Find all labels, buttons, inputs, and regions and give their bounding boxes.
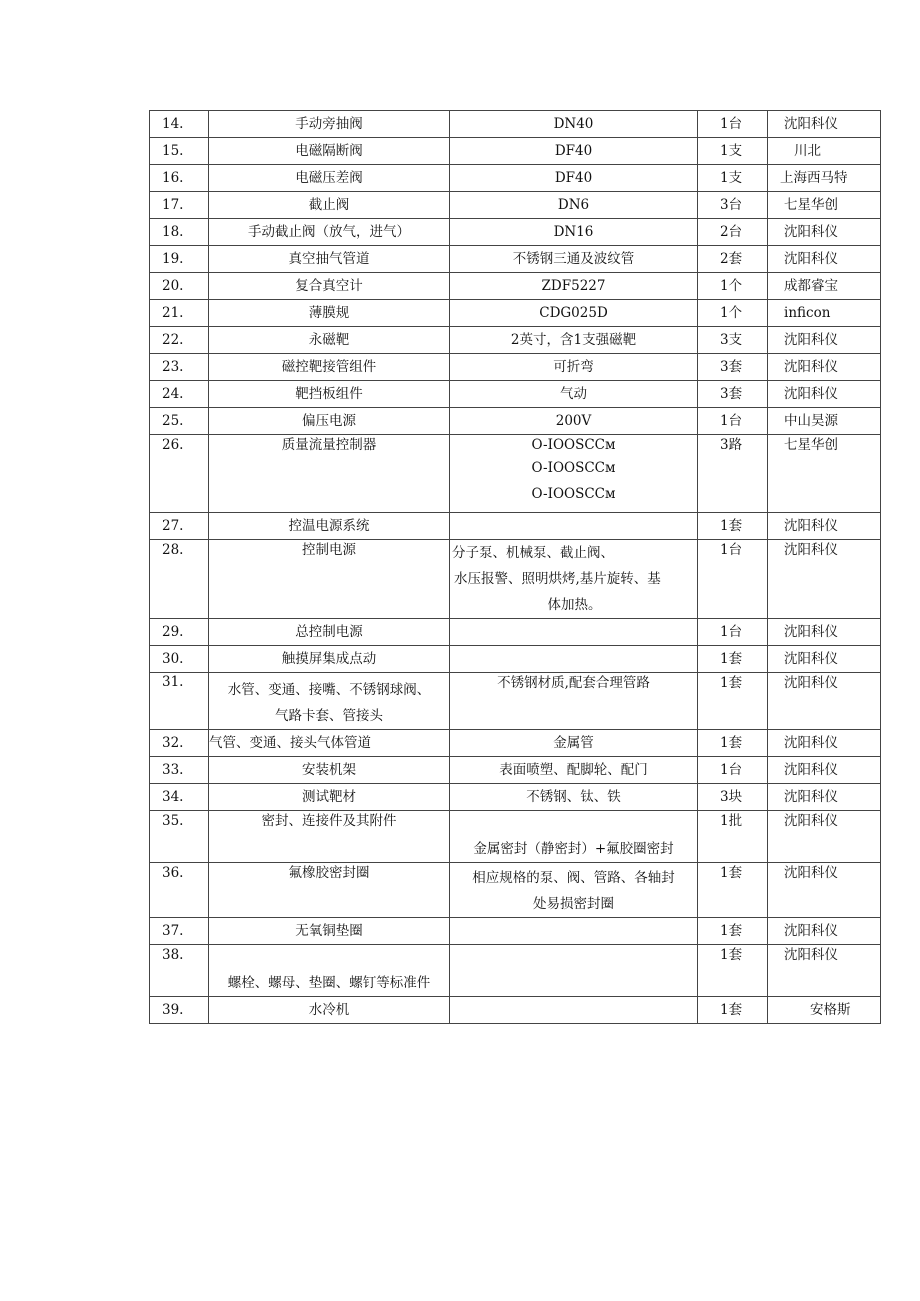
item-manufacturer: 沈阳科仪 <box>768 673 881 730</box>
name-line: 水管、变通、接嘴、不锈钢球阀、 <box>227 682 431 698</box>
item-name: 磁控靶接管组件 <box>209 354 450 381</box>
table-row <box>150 327 881 354</box>
item-name: 薄膜规 <box>209 300 450 327</box>
item-quantity: 3支 <box>698 327 768 354</box>
table-row <box>150 435 881 513</box>
table-row <box>150 945 881 997</box>
item-manufacturer: 川北 <box>768 138 881 165</box>
table-row <box>150 997 881 1024</box>
item-quantity: 1台 <box>698 540 768 619</box>
item-spec <box>450 863 698 918</box>
table-row <box>150 300 881 327</box>
item-name: 靶挡板组件 <box>209 381 450 408</box>
item-name: 密封、连接件及其附件 <box>209 811 450 863</box>
item-quantity: 1套 <box>698 918 768 945</box>
item-name: 气管、变通、接头气体管道 <box>209 730 450 757</box>
item-quantity: 1台 <box>698 619 768 646</box>
item-quantity: 1套 <box>698 863 768 918</box>
item-spec <box>450 918 698 945</box>
table-row <box>150 273 881 300</box>
item-spec: 可折弯 <box>450 354 698 381</box>
item-name: 截止阀 <box>209 192 450 219</box>
item-name: 质量流量控制器 <box>209 435 450 513</box>
item-quantity: 1支 <box>698 165 768 192</box>
table-row <box>150 918 881 945</box>
row-number: 34. <box>150 784 209 811</box>
item-manufacturer: 上海西马特 <box>768 165 881 192</box>
item-name: 复合真空计 <box>209 273 450 300</box>
row-number: 23. <box>150 354 209 381</box>
item-manufacturer: 沈阳科仪 <box>768 646 881 673</box>
row-number: 38. <box>150 945 209 997</box>
item-manufacturer: 沈阳科仪 <box>768 784 881 811</box>
item-manufacturer: 沈阳科仪 <box>768 513 881 540</box>
item-manufacturer: 沈阳科仪 <box>768 246 881 273</box>
row-number: 30. <box>150 646 209 673</box>
item-name: 安装机架 <box>209 757 450 784</box>
item-spec: DF40 <box>450 165 698 192</box>
item-quantity: 1台 <box>698 757 768 784</box>
item-spec <box>450 540 698 619</box>
row-number: 22. <box>150 327 209 354</box>
item-name: 触摸屏集成点动 <box>209 646 450 673</box>
spec-line: O-IOOSCCм <box>531 460 616 476</box>
item-quantity: 1台 <box>698 408 768 435</box>
item-quantity: 2台 <box>698 219 768 246</box>
table-row <box>150 165 881 192</box>
item-quantity: 1套 <box>698 997 768 1024</box>
item-name: 水冷机 <box>209 997 450 1024</box>
item-manufacturer: 沈阳科仪 <box>768 381 881 408</box>
row-number: 27. <box>150 513 209 540</box>
item-spec <box>450 945 698 997</box>
table-row <box>150 246 881 273</box>
table-row <box>150 381 881 408</box>
item-spec: 气动 <box>450 381 698 408</box>
table-row <box>150 111 881 138</box>
item-spec: 不锈钢材质,配套合理管路 <box>450 673 698 730</box>
table-row <box>150 513 881 540</box>
table-row <box>150 138 881 165</box>
table-row <box>150 408 881 435</box>
item-manufacturer: 沈阳科仪 <box>768 219 881 246</box>
item-quantity: 1个 <box>698 273 768 300</box>
equipment-table <box>149 110 881 1024</box>
row-number: 31. <box>150 673 209 730</box>
item-spec: DF40 <box>450 138 698 165</box>
table-row <box>150 673 881 730</box>
row-number: 24. <box>150 381 209 408</box>
item-manufacturer: 沈阳科仪 <box>768 945 881 997</box>
item-manufacturer: 沈阳科仪 <box>768 619 881 646</box>
item-name: 无氧铜垫圈 <box>209 918 450 945</box>
item-quantity: 3套 <box>698 354 768 381</box>
table-row <box>150 192 881 219</box>
item-name: 螺栓、螺母、垫圈、螺钉等标准件 <box>209 945 450 997</box>
item-spec <box>450 435 698 513</box>
item-quantity: 1支 <box>698 138 768 165</box>
table-row <box>150 757 881 784</box>
spec-line: 分子泵、机械泵、截止阀、 <box>452 545 614 561</box>
table-row <box>150 354 881 381</box>
item-spec: 金属管 <box>450 730 698 757</box>
item-manufacturer: 七星华创 <box>768 192 881 219</box>
row-number: 14. <box>150 111 209 138</box>
item-quantity: 1套 <box>698 646 768 673</box>
item-spec: ZDF5227 <box>450 273 698 300</box>
item-manufacturer: 中山昊源 <box>768 408 881 435</box>
item-name: 电磁压差阀 <box>209 165 450 192</box>
table-row <box>150 730 881 757</box>
item-quantity: 3台 <box>698 192 768 219</box>
item-quantity: 3块 <box>698 784 768 811</box>
row-number: 20. <box>150 273 209 300</box>
row-number: 21. <box>150 300 209 327</box>
item-manufacturer: 沈阳科仪 <box>768 757 881 784</box>
item-quantity: 1套 <box>698 730 768 757</box>
row-number: 28. <box>150 540 209 619</box>
item-manufacturer: 沈阳科仪 <box>768 327 881 354</box>
row-number: 26. <box>150 435 209 513</box>
item-spec: 不锈钢三通及波纹管 <box>450 246 698 273</box>
name-line: 气路卡套、管接头 <box>275 708 383 724</box>
item-quantity: 1套 <box>698 513 768 540</box>
item-quantity: 1台 <box>698 111 768 138</box>
item-spec <box>450 646 698 673</box>
item-manufacturer: 沈阳科仪 <box>768 811 881 863</box>
row-number: 35. <box>150 811 209 863</box>
table-row <box>150 811 881 863</box>
item-manufacturer: 成都睿宝 <box>768 273 881 300</box>
item-quantity: 3路 <box>698 435 768 513</box>
row-number: 32. <box>150 730 209 757</box>
row-number: 33. <box>150 757 209 784</box>
item-spec: DN40 <box>450 111 698 138</box>
item-name: 偏压电源 <box>209 408 450 435</box>
item-spec: 金属密封（静密封）+氟胶圈密封 <box>450 811 698 863</box>
row-number: 16. <box>150 165 209 192</box>
table-row <box>150 784 881 811</box>
item-spec: 2英寸，含1支强磁靶 <box>450 327 698 354</box>
item-quantity: 1个 <box>698 300 768 327</box>
item-manufacturer: inficon <box>768 300 881 327</box>
table-row <box>150 619 881 646</box>
table-row <box>150 540 881 619</box>
row-number: 18. <box>150 219 209 246</box>
item-name: 手动旁抽阀 <box>209 111 450 138</box>
item-manufacturer: 安格斯 <box>768 997 881 1024</box>
item-spec <box>450 513 698 540</box>
spec-line: 体加热。 <box>547 597 602 613</box>
item-name: 控制电源 <box>209 540 450 619</box>
item-manufacturer: 沈阳科仪 <box>768 111 881 138</box>
item-spec: 不锈钢、钛、铁 <box>450 784 698 811</box>
table-body <box>150 111 881 1024</box>
spec-line: O-IOOSCCм <box>531 437 616 453</box>
item-manufacturer: 沈阳科仪 <box>768 540 881 619</box>
item-spec <box>450 997 698 1024</box>
item-name: 真空抽气管道 <box>209 246 450 273</box>
item-name <box>209 673 450 730</box>
item-name: 控温电源系统 <box>209 513 450 540</box>
item-manufacturer: 沈阳科仪 <box>768 354 881 381</box>
row-number: 37. <box>150 918 209 945</box>
row-number: 39. <box>150 997 209 1024</box>
item-manufacturer: 沈阳科仪 <box>768 730 881 757</box>
item-name: 总控制电源 <box>209 619 450 646</box>
spec-line: 相应规格的泵、阀、管路、各轴封 <box>472 870 675 886</box>
item-spec <box>450 619 698 646</box>
item-quantity: 3套 <box>698 381 768 408</box>
table-row <box>150 863 881 918</box>
item-quantity: 1套 <box>698 673 768 730</box>
item-quantity: 1批 <box>698 811 768 863</box>
row-number: 17. <box>150 192 209 219</box>
spec-line: 处易损密封圈 <box>533 896 614 912</box>
item-name: 永磁靶 <box>209 327 450 354</box>
item-spec: DN6 <box>450 192 698 219</box>
item-quantity: 2套 <box>698 246 768 273</box>
row-number: 19. <box>150 246 209 273</box>
row-number: 25. <box>150 408 209 435</box>
item-name: 手动截止阀（放气，进气） <box>209 219 450 246</box>
item-name: 电磁隔断阀 <box>209 138 450 165</box>
item-spec: CDG025D <box>450 300 698 327</box>
item-spec: DN16 <box>450 219 698 246</box>
item-spec: 表面喷塑、配脚轮、配门 <box>450 757 698 784</box>
item-name: 测试靶材 <box>209 784 450 811</box>
row-number: 15. <box>150 138 209 165</box>
item-spec: 200V <box>450 408 698 435</box>
item-manufacturer: 七星华创 <box>768 435 881 513</box>
row-number: 36. <box>150 863 209 918</box>
spec-line: O-IOOSCCм <box>531 486 616 502</box>
table-row <box>150 646 881 673</box>
item-name: 氟橡胶密封圈 <box>209 863 450 918</box>
spec-line: 水压报警、照明烘烤,基片旋转、基 <box>454 571 661 587</box>
table-row <box>150 219 881 246</box>
item-manufacturer: 沈阳科仪 <box>768 918 881 945</box>
item-quantity: 1套 <box>698 945 768 997</box>
item-manufacturer: 沈阳科仪 <box>768 863 881 918</box>
row-number: 29. <box>150 619 209 646</box>
